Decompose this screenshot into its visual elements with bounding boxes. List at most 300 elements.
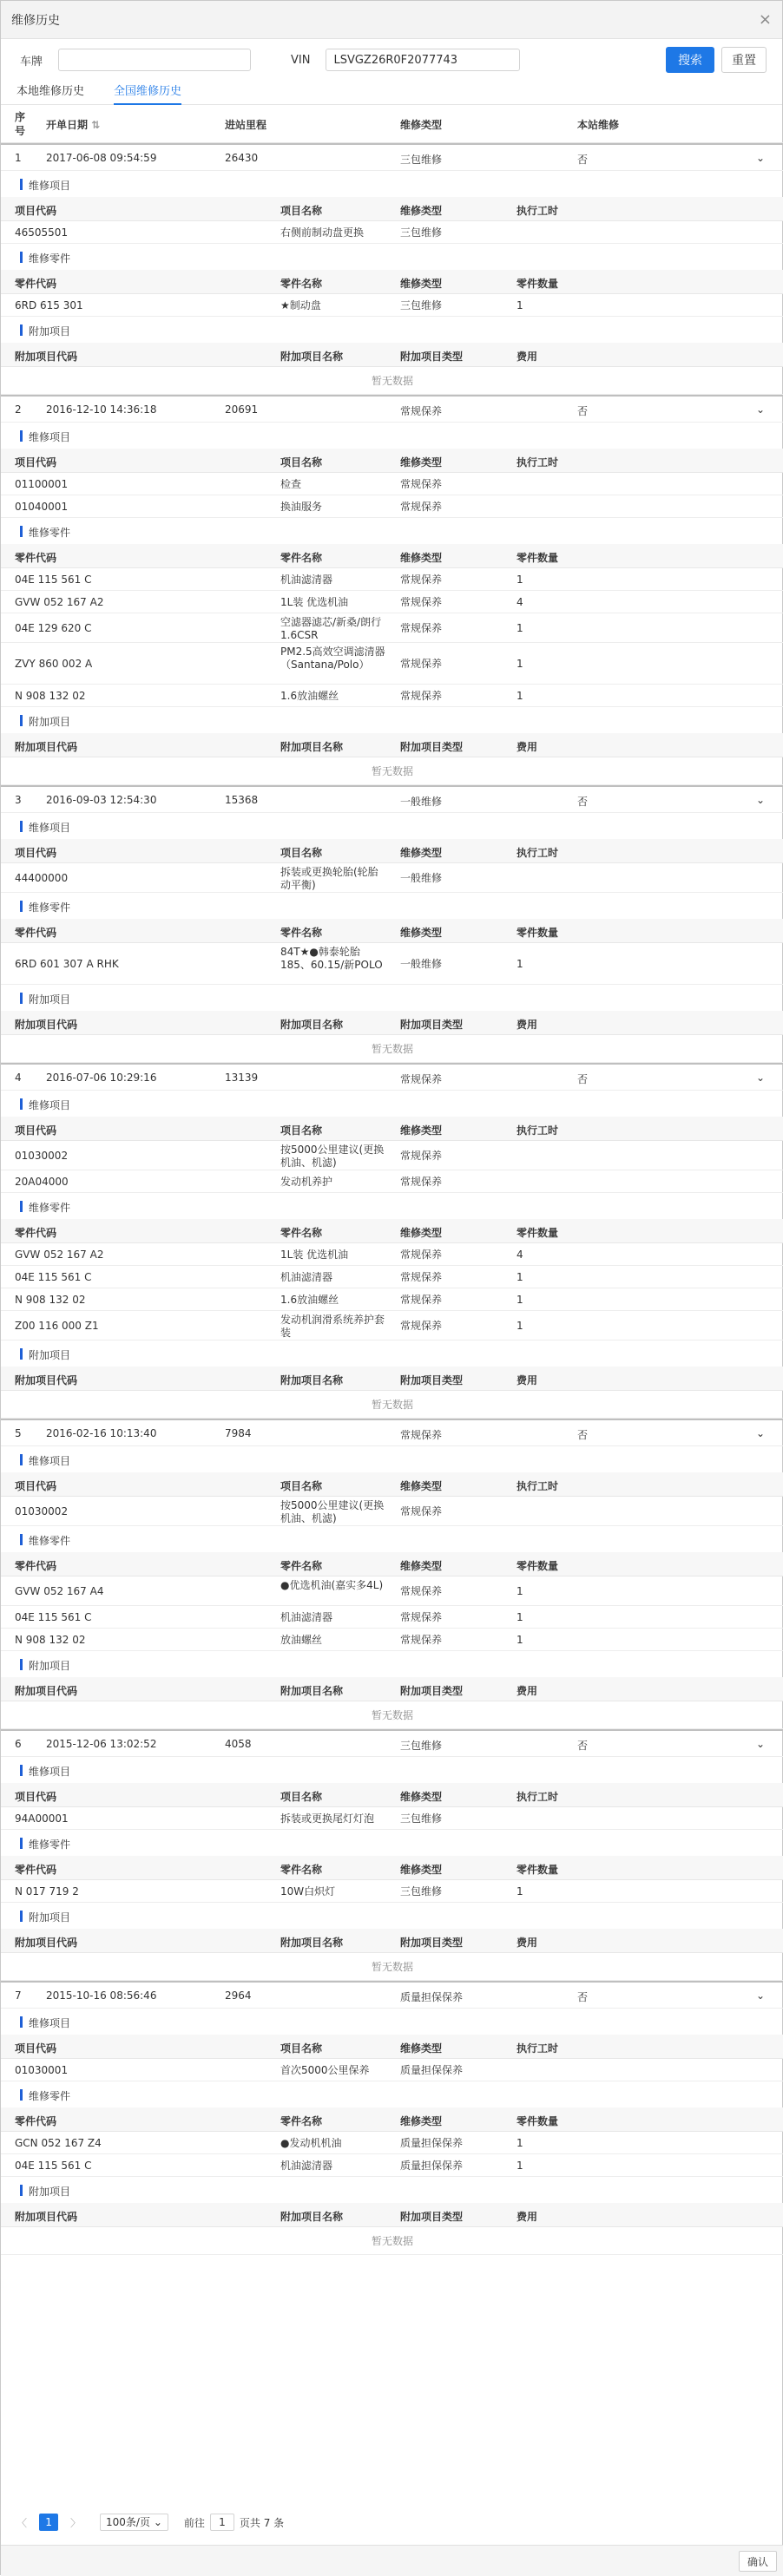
part-code: 04E 115 561 C xyxy=(15,1271,92,1283)
item-code: 01100001 xyxy=(15,478,69,490)
record-type: 常规保养 xyxy=(400,1073,443,1085)
extras-table-header xyxy=(1,1929,783,1953)
item-type: 三包维修 xyxy=(400,1812,443,1825)
col-item-type: 维修类型 xyxy=(400,1791,443,1803)
col-part-name: 零件名称 xyxy=(280,278,323,290)
header-date[interactable]: 开单日期 ⇅ xyxy=(46,119,101,131)
col-item-hours: 执行工时 xyxy=(517,456,559,469)
history-list xyxy=(1,105,783,2255)
col-item-name: 项目名称 xyxy=(280,1480,323,1492)
record-local: 否 xyxy=(577,1073,589,1085)
section-repair-items xyxy=(1,2009,783,2035)
plate-input[interactable] xyxy=(58,49,251,71)
table-row xyxy=(1,568,783,591)
col-extra-name: 附加项目名称 xyxy=(280,1937,344,1949)
item-type: 三包维修 xyxy=(400,226,443,239)
col-item-name: 项目名称 xyxy=(280,205,323,217)
section-title: 维修零件 xyxy=(29,1535,71,1547)
table-row xyxy=(1,643,783,685)
table-row xyxy=(1,1311,783,1340)
part-name: 发动机润滑系统养护套装 xyxy=(280,1314,385,1339)
part-code: GVW 052 167 A2 xyxy=(15,596,104,608)
part-code: 04E 115 561 C xyxy=(15,2160,92,2172)
col-item-type: 维修类型 xyxy=(400,456,443,469)
search-button[interactable]: 搜索 xyxy=(666,47,714,73)
record-seq: 2 xyxy=(15,403,22,416)
part-qty: 1 xyxy=(517,1885,523,1898)
col-extra-fee: 费用 xyxy=(517,1685,538,1697)
col-item-hours: 执行工时 xyxy=(517,2042,559,2055)
part-type: 常规保养 xyxy=(400,1271,443,1283)
chevron-right-icon[interactable]: 〉 xyxy=(70,2516,82,2529)
item-type: 常规保养 xyxy=(400,501,443,513)
part-name: 1.6放油螺丝 xyxy=(280,1294,339,1306)
section-title: 维修零件 xyxy=(29,901,71,914)
section-title: 维修项目 xyxy=(29,431,71,443)
chevron-left-icon[interactable]: 〈 xyxy=(16,2516,28,2529)
col-extra-code: 附加项目代码 xyxy=(15,1937,78,1949)
col-extra-name: 附加项目名称 xyxy=(280,741,344,753)
items-table-header xyxy=(1,1117,783,1141)
table-row xyxy=(1,221,783,244)
table-row xyxy=(1,685,783,707)
section-extra-items xyxy=(1,317,783,343)
item-type: 常规保养 xyxy=(400,1150,443,1162)
record-date: 2015-12-06 13:02:52 xyxy=(46,1738,157,1750)
items-table-header xyxy=(1,1472,783,1497)
part-qty: 1 xyxy=(517,1634,523,1646)
col-part-qty: 零件数量 xyxy=(517,1560,559,1572)
repair-record xyxy=(1,1063,783,1419)
section-title: 附加项目 xyxy=(29,1911,71,1924)
part-code: 6RD 601 307 A RHK xyxy=(15,958,119,970)
col-item-name: 项目名称 xyxy=(280,1124,323,1137)
page-size-select[interactable]: 100条/页 ⌄ xyxy=(100,2514,168,2531)
part-code: GVW 052 167 A4 xyxy=(15,1585,104,1597)
col-extra-type: 附加项目类型 xyxy=(400,741,464,753)
col-part-code: 零件代码 xyxy=(15,278,57,290)
col-part-code: 零件代码 xyxy=(15,552,57,564)
reset-button[interactable]: 重置 xyxy=(721,47,767,73)
part-qty: 1 xyxy=(517,658,523,670)
section-repair-parts xyxy=(1,1193,783,1219)
record-date: 2016-07-06 10:29:16 xyxy=(46,1072,157,1084)
item-name: 检查 xyxy=(280,478,302,490)
record-local: 否 xyxy=(577,1429,589,1441)
section-repair-parts xyxy=(1,1830,783,1856)
empty-state: 暂无数据 xyxy=(1,757,783,785)
col-part-code: 零件代码 xyxy=(15,1560,57,1572)
record-mileage: 7984 xyxy=(225,1427,252,1439)
section-title: 维修项目 xyxy=(29,1455,71,1467)
section-repair-items xyxy=(1,423,783,449)
col-extra-code: 附加项目代码 xyxy=(15,2211,78,2223)
dialog-footer xyxy=(1,2545,783,2576)
col-item-type: 维修类型 xyxy=(400,1124,443,1137)
record-mileage: 20691 xyxy=(225,403,259,416)
expand-chevron-icon[interactable]: ⌄ xyxy=(755,152,765,164)
record-summary-row[interactable] xyxy=(1,397,783,423)
part-qty: 1 xyxy=(517,299,523,311)
col-item-name: 项目名称 xyxy=(280,456,323,469)
col-part-qty: 零件数量 xyxy=(517,1227,559,1239)
vin-input[interactable]: LSVGZ26R0F2077743 xyxy=(326,49,520,71)
col-part-name: 零件名称 xyxy=(280,552,323,564)
col-extra-code: 附加项目代码 xyxy=(15,351,78,363)
col-extra-name: 附加项目名称 xyxy=(280,1019,344,1031)
record-date: 2016-02-16 10:13:40 xyxy=(46,1427,157,1439)
part-qty: 1 xyxy=(517,1294,523,1306)
repair-record xyxy=(1,395,783,785)
col-part-type: 维修类型 xyxy=(400,1227,443,1239)
col-item-type: 维修类型 xyxy=(400,847,443,859)
record-local: 否 xyxy=(577,1991,589,2003)
empty-state: 暂无数据 xyxy=(1,1035,783,1063)
record-seq: 4 xyxy=(15,1072,22,1084)
table-row xyxy=(1,1880,783,1903)
item-name: 按5000公里建议(更换机油、机滤) xyxy=(280,1499,385,1524)
part-type: 常规保养 xyxy=(400,658,443,670)
empty-state: 暂无数据 xyxy=(1,2227,783,2255)
col-item-code: 项目代码 xyxy=(15,205,57,217)
table-row xyxy=(1,1606,783,1629)
dialog-title: 维修历史 xyxy=(11,13,60,28)
table-row xyxy=(1,1266,783,1288)
record-summary-row[interactable] xyxy=(1,145,783,171)
section-repair-items xyxy=(1,813,783,839)
table-row xyxy=(1,1170,783,1193)
section-title: 附加项目 xyxy=(29,2186,71,2198)
part-name: 机油滤清器 xyxy=(280,1611,333,1623)
col-extra-code: 附加项目代码 xyxy=(15,1374,78,1386)
col-item-type: 维修类型 xyxy=(400,205,443,217)
table-row xyxy=(1,2132,783,2154)
repair-record xyxy=(1,785,783,1063)
section-title: 附加项目 xyxy=(29,1660,71,1672)
tab-national-history[interactable]: 全国维修历史 xyxy=(114,79,181,105)
record-seq: 5 xyxy=(15,1427,22,1439)
pagination xyxy=(1,2510,783,2534)
part-qty: 1 xyxy=(517,1320,523,1332)
part-qty: 1 xyxy=(517,958,523,970)
extras-table-header xyxy=(1,1677,783,1701)
header-local: 本站维修 xyxy=(577,119,620,131)
col-part-qty: 零件数量 xyxy=(517,1864,559,1876)
part-type: 常规保养 xyxy=(400,1585,443,1597)
table-row xyxy=(1,1576,783,1606)
col-extra-type: 附加项目类型 xyxy=(400,1937,464,1949)
section-title: 维修零件 xyxy=(29,1202,71,1214)
col-item-name: 项目名称 xyxy=(280,2042,323,2055)
extras-table-header xyxy=(1,2203,783,2227)
part-type: 质量担保保养 xyxy=(400,2137,464,2149)
record-mileage: 4058 xyxy=(225,1738,252,1750)
extras-table-header xyxy=(1,343,783,367)
part-type: 常规保养 xyxy=(400,1249,443,1261)
col-extra-code: 附加项目代码 xyxy=(15,741,78,753)
col-part-name: 零件名称 xyxy=(280,1227,323,1239)
col-extra-code: 附加项目代码 xyxy=(15,1019,78,1031)
col-extra-name: 附加项目名称 xyxy=(280,1374,344,1386)
section-title: 附加项目 xyxy=(29,716,71,728)
col-item-code: 项目代码 xyxy=(15,847,57,859)
section-title: 维修项目 xyxy=(29,180,71,192)
record-summary-row[interactable] xyxy=(1,1983,783,2009)
table-row xyxy=(1,495,783,518)
parts-table-header xyxy=(1,2107,783,2132)
expand-chevron-icon[interactable]: ⌄ xyxy=(755,1427,765,1439)
extras-table-header xyxy=(1,1367,783,1391)
col-part-qty: 零件数量 xyxy=(517,927,559,939)
items-table-header xyxy=(1,1783,783,1807)
section-repair-items xyxy=(1,1091,783,1117)
part-name: 1L装 优选机油 xyxy=(280,1249,349,1261)
item-code: 01040001 xyxy=(15,501,69,513)
part-name: 放油螺丝 xyxy=(280,1634,323,1646)
part-type: 常规保养 xyxy=(400,1294,443,1306)
table-row xyxy=(1,863,783,893)
parts-table-header xyxy=(1,270,783,294)
col-part-code: 零件代码 xyxy=(15,1864,57,1876)
record-seq: 1 xyxy=(15,152,22,164)
col-item-hours: 执行工时 xyxy=(517,847,559,859)
part-code: 04E 115 561 C xyxy=(15,1611,92,1623)
item-type: 常规保养 xyxy=(400,1505,443,1517)
section-title: 维修项目 xyxy=(29,2017,71,2029)
item-name: 首次5000公里保养 xyxy=(280,2064,370,2076)
record-summary-row[interactable] xyxy=(1,1065,783,1091)
part-qty: 1 xyxy=(517,1611,523,1623)
section-repair-items xyxy=(1,171,783,197)
title-bar xyxy=(1,1,782,39)
part-name: ★制动盘 xyxy=(280,299,321,311)
col-part-type: 维修类型 xyxy=(400,1560,443,1572)
part-code: N 908 132 02 xyxy=(15,1634,86,1646)
table-row xyxy=(1,2059,783,2081)
table-row xyxy=(1,943,783,985)
part-name: 机油滤清器 xyxy=(280,574,333,586)
item-type: 常规保养 xyxy=(400,478,443,490)
record-type: 常规保养 xyxy=(400,1429,443,1441)
col-item-hours: 执行工时 xyxy=(517,205,559,217)
part-qty: 1 xyxy=(517,1271,523,1283)
col-extra-name: 附加项目名称 xyxy=(280,2211,344,2223)
record-summary-row[interactable] xyxy=(1,1731,783,1757)
col-part-code: 零件代码 xyxy=(15,927,57,939)
col-part-type: 维修类型 xyxy=(400,927,443,939)
close-icon[interactable]: × xyxy=(758,10,772,29)
table-row xyxy=(1,1807,783,1830)
col-extra-name: 附加项目名称 xyxy=(280,351,344,363)
part-name: 空滤器滤芯/新桑/朗行 1.6CSR xyxy=(280,616,382,641)
records-container xyxy=(1,143,783,2255)
item-name: 拆装或更换轮胎(轮胎动平衡) xyxy=(280,866,378,891)
col-part-code: 零件代码 xyxy=(15,2115,57,2127)
header-type: 维修类型 xyxy=(400,119,443,131)
empty-state: 暂无数据 xyxy=(1,367,783,395)
col-extra-fee: 费用 xyxy=(517,1019,538,1031)
items-table-header xyxy=(1,197,783,221)
part-name: 机油滤清器 xyxy=(280,1271,333,1283)
part-name: 84T★●韩泰轮胎185、60.15/新POLO xyxy=(280,946,383,971)
section-extra-items xyxy=(1,2177,783,2203)
col-part-qty: 零件数量 xyxy=(517,552,559,564)
col-part-qty: 零件数量 xyxy=(517,278,559,290)
record-seq: 6 xyxy=(15,1738,22,1750)
part-qty: 4 xyxy=(517,1249,523,1261)
items-table-header xyxy=(1,2035,783,2059)
part-type: 常规保养 xyxy=(400,690,443,702)
section-repair-parts xyxy=(1,1526,783,1552)
confirm-button[interactable]: 确认 xyxy=(739,2551,777,2572)
tab-local-history[interactable]: 本地维修历史 xyxy=(16,85,85,98)
expand-chevron-icon[interactable]: ⌄ xyxy=(755,1072,765,1084)
col-part-code: 零件代码 xyxy=(15,1227,57,1239)
col-part-name: 零件名称 xyxy=(280,2115,323,2127)
col-item-hours: 执行工时 xyxy=(517,1124,559,1137)
item-name: 右侧前制动盘更换 xyxy=(280,226,365,239)
part-code: N 908 132 02 xyxy=(15,690,86,702)
col-item-hours: 执行工时 xyxy=(517,1480,559,1492)
table-row xyxy=(1,473,783,495)
record-date: 2017-06-08 09:54:59 xyxy=(46,152,157,164)
goto-page-input[interactable]: 1 xyxy=(210,2514,234,2531)
part-code: N 908 132 02 xyxy=(15,1294,86,1306)
col-extra-type: 附加项目类型 xyxy=(400,1374,464,1386)
item-code: 20A04000 xyxy=(15,1176,69,1188)
parts-table-header xyxy=(1,1552,783,1576)
expand-chevron-icon[interactable]: ⌄ xyxy=(755,794,765,806)
plate-label: 车牌 xyxy=(20,55,43,69)
repair-record xyxy=(1,1729,783,1981)
record-type: 三包维修 xyxy=(400,154,443,166)
col-extra-code: 附加项目代码 xyxy=(15,1685,78,1697)
record-mileage: 2964 xyxy=(225,1989,252,2002)
col-item-hours: 执行工时 xyxy=(517,1791,559,1803)
part-name: 机油滤清器 xyxy=(280,2160,333,2172)
repair-record xyxy=(1,1981,783,2255)
section-repair-parts xyxy=(1,244,783,270)
empty-state: 暂无数据 xyxy=(1,1953,783,1981)
part-qty: 1 xyxy=(517,1585,523,1597)
col-part-name: 零件名称 xyxy=(280,927,323,939)
section-extra-items xyxy=(1,1903,783,1929)
items-table-header xyxy=(1,449,783,473)
col-extra-type: 附加项目类型 xyxy=(400,2211,464,2223)
item-name: 拆装或更换尾灯灯泡 xyxy=(280,1812,375,1825)
record-date: 2016-12-10 14:36:18 xyxy=(46,403,157,416)
col-item-code: 项目代码 xyxy=(15,2042,57,2055)
record-summary-row[interactable] xyxy=(1,1420,783,1446)
empty-state: 暂无数据 xyxy=(1,1701,783,1729)
part-code: N 017 719 2 xyxy=(15,1885,79,1898)
section-extra-items xyxy=(1,1651,783,1677)
part-code: Z00 116 000 Z1 xyxy=(15,1320,99,1332)
part-type: 一般维修 xyxy=(400,958,443,970)
col-extra-type: 附加项目类型 xyxy=(400,351,464,363)
part-qty: 1 xyxy=(517,574,523,586)
part-code: 04E 115 561 C xyxy=(15,574,92,586)
section-extra-items xyxy=(1,985,783,1011)
items-table-header xyxy=(1,839,783,863)
record-mileage: 26430 xyxy=(225,152,259,164)
page-button-current[interactable]: 1 xyxy=(39,2514,58,2531)
section-repair-items xyxy=(1,1446,783,1472)
part-name: PM2.5高效空调滤清器（Santana/Polo） xyxy=(280,646,385,671)
part-type: 三包维修 xyxy=(400,1885,443,1898)
parts-table-header xyxy=(1,1219,783,1243)
record-type: 常规保养 xyxy=(400,405,443,417)
part-name: 1L装 优选机油 xyxy=(280,596,349,608)
col-item-name: 项目名称 xyxy=(280,1791,323,1803)
col-item-code: 项目代码 xyxy=(15,1124,57,1137)
sort-icon[interactable]: ⇅ xyxy=(91,119,101,131)
table-row xyxy=(1,1497,783,1526)
section-title: 维修零件 xyxy=(29,527,71,539)
section-title: 维修零件 xyxy=(29,252,71,265)
record-summary-row[interactable] xyxy=(1,787,783,813)
col-part-type: 维修类型 xyxy=(400,1864,443,1876)
part-code: 6RD 615 301 xyxy=(15,299,83,311)
record-mileage: 13139 xyxy=(225,1072,259,1084)
item-code: 44400000 xyxy=(15,872,69,884)
table-row xyxy=(1,294,783,317)
part-name: 1.6放油螺丝 xyxy=(280,690,339,702)
col-part-type: 维修类型 xyxy=(400,552,443,564)
col-extra-fee: 费用 xyxy=(517,741,538,753)
record-date: 2015-10-16 08:56:46 xyxy=(46,1989,157,2002)
col-item-code: 项目代码 xyxy=(15,1791,57,1803)
expand-chevron-icon[interactable]: ⌄ xyxy=(755,1738,765,1750)
col-extra-name: 附加项目名称 xyxy=(280,1685,344,1697)
header-seq: 序号 xyxy=(15,111,26,137)
part-code: GCN 052 167 Z4 xyxy=(15,2137,102,2149)
part-name: 10W白炽灯 xyxy=(280,1885,336,1898)
expand-chevron-icon[interactable]: ⌄ xyxy=(755,403,765,416)
total-label: 页共 7 条 xyxy=(239,2516,285,2529)
table-row xyxy=(1,591,783,613)
item-code: 46505501 xyxy=(15,226,69,239)
table-row xyxy=(1,1288,783,1311)
goto-label: 前往 xyxy=(183,2516,205,2529)
expand-chevron-icon[interactable]: ⌄ xyxy=(755,1989,765,2002)
part-code: ZVY 860 002 A xyxy=(15,658,93,670)
section-repair-parts xyxy=(1,893,783,919)
item-code: 01030002 xyxy=(15,1505,69,1517)
item-name: 发动机养护 xyxy=(280,1176,333,1188)
part-type: 三包维修 xyxy=(400,299,443,311)
history-tabs xyxy=(1,79,782,105)
col-item-code: 项目代码 xyxy=(15,1480,57,1492)
extras-table-header xyxy=(1,1011,783,1035)
section-title: 附加项目 xyxy=(29,1349,71,1361)
part-type: 质量担保保养 xyxy=(400,2160,464,2172)
section-title: 附加项目 xyxy=(29,325,71,338)
record-date: 2016-09-03 12:54:30 xyxy=(46,794,157,806)
col-extra-fee: 费用 xyxy=(517,1374,538,1386)
col-part-type: 维修类型 xyxy=(400,2115,443,2127)
chevron-down-icon: ⌄ xyxy=(153,2516,162,2528)
item-code: 01030001 xyxy=(15,2064,69,2076)
col-part-qty: 零件数量 xyxy=(517,2115,559,2127)
section-title: 维修零件 xyxy=(29,2090,71,2102)
section-repair-parts xyxy=(1,2081,783,2107)
part-qty: 1 xyxy=(517,622,523,634)
col-part-type: 维修类型 xyxy=(400,278,443,290)
item-code: 94A00001 xyxy=(15,1812,69,1825)
item-type: 常规保养 xyxy=(400,1176,443,1188)
part-qty: 4 xyxy=(517,596,523,608)
